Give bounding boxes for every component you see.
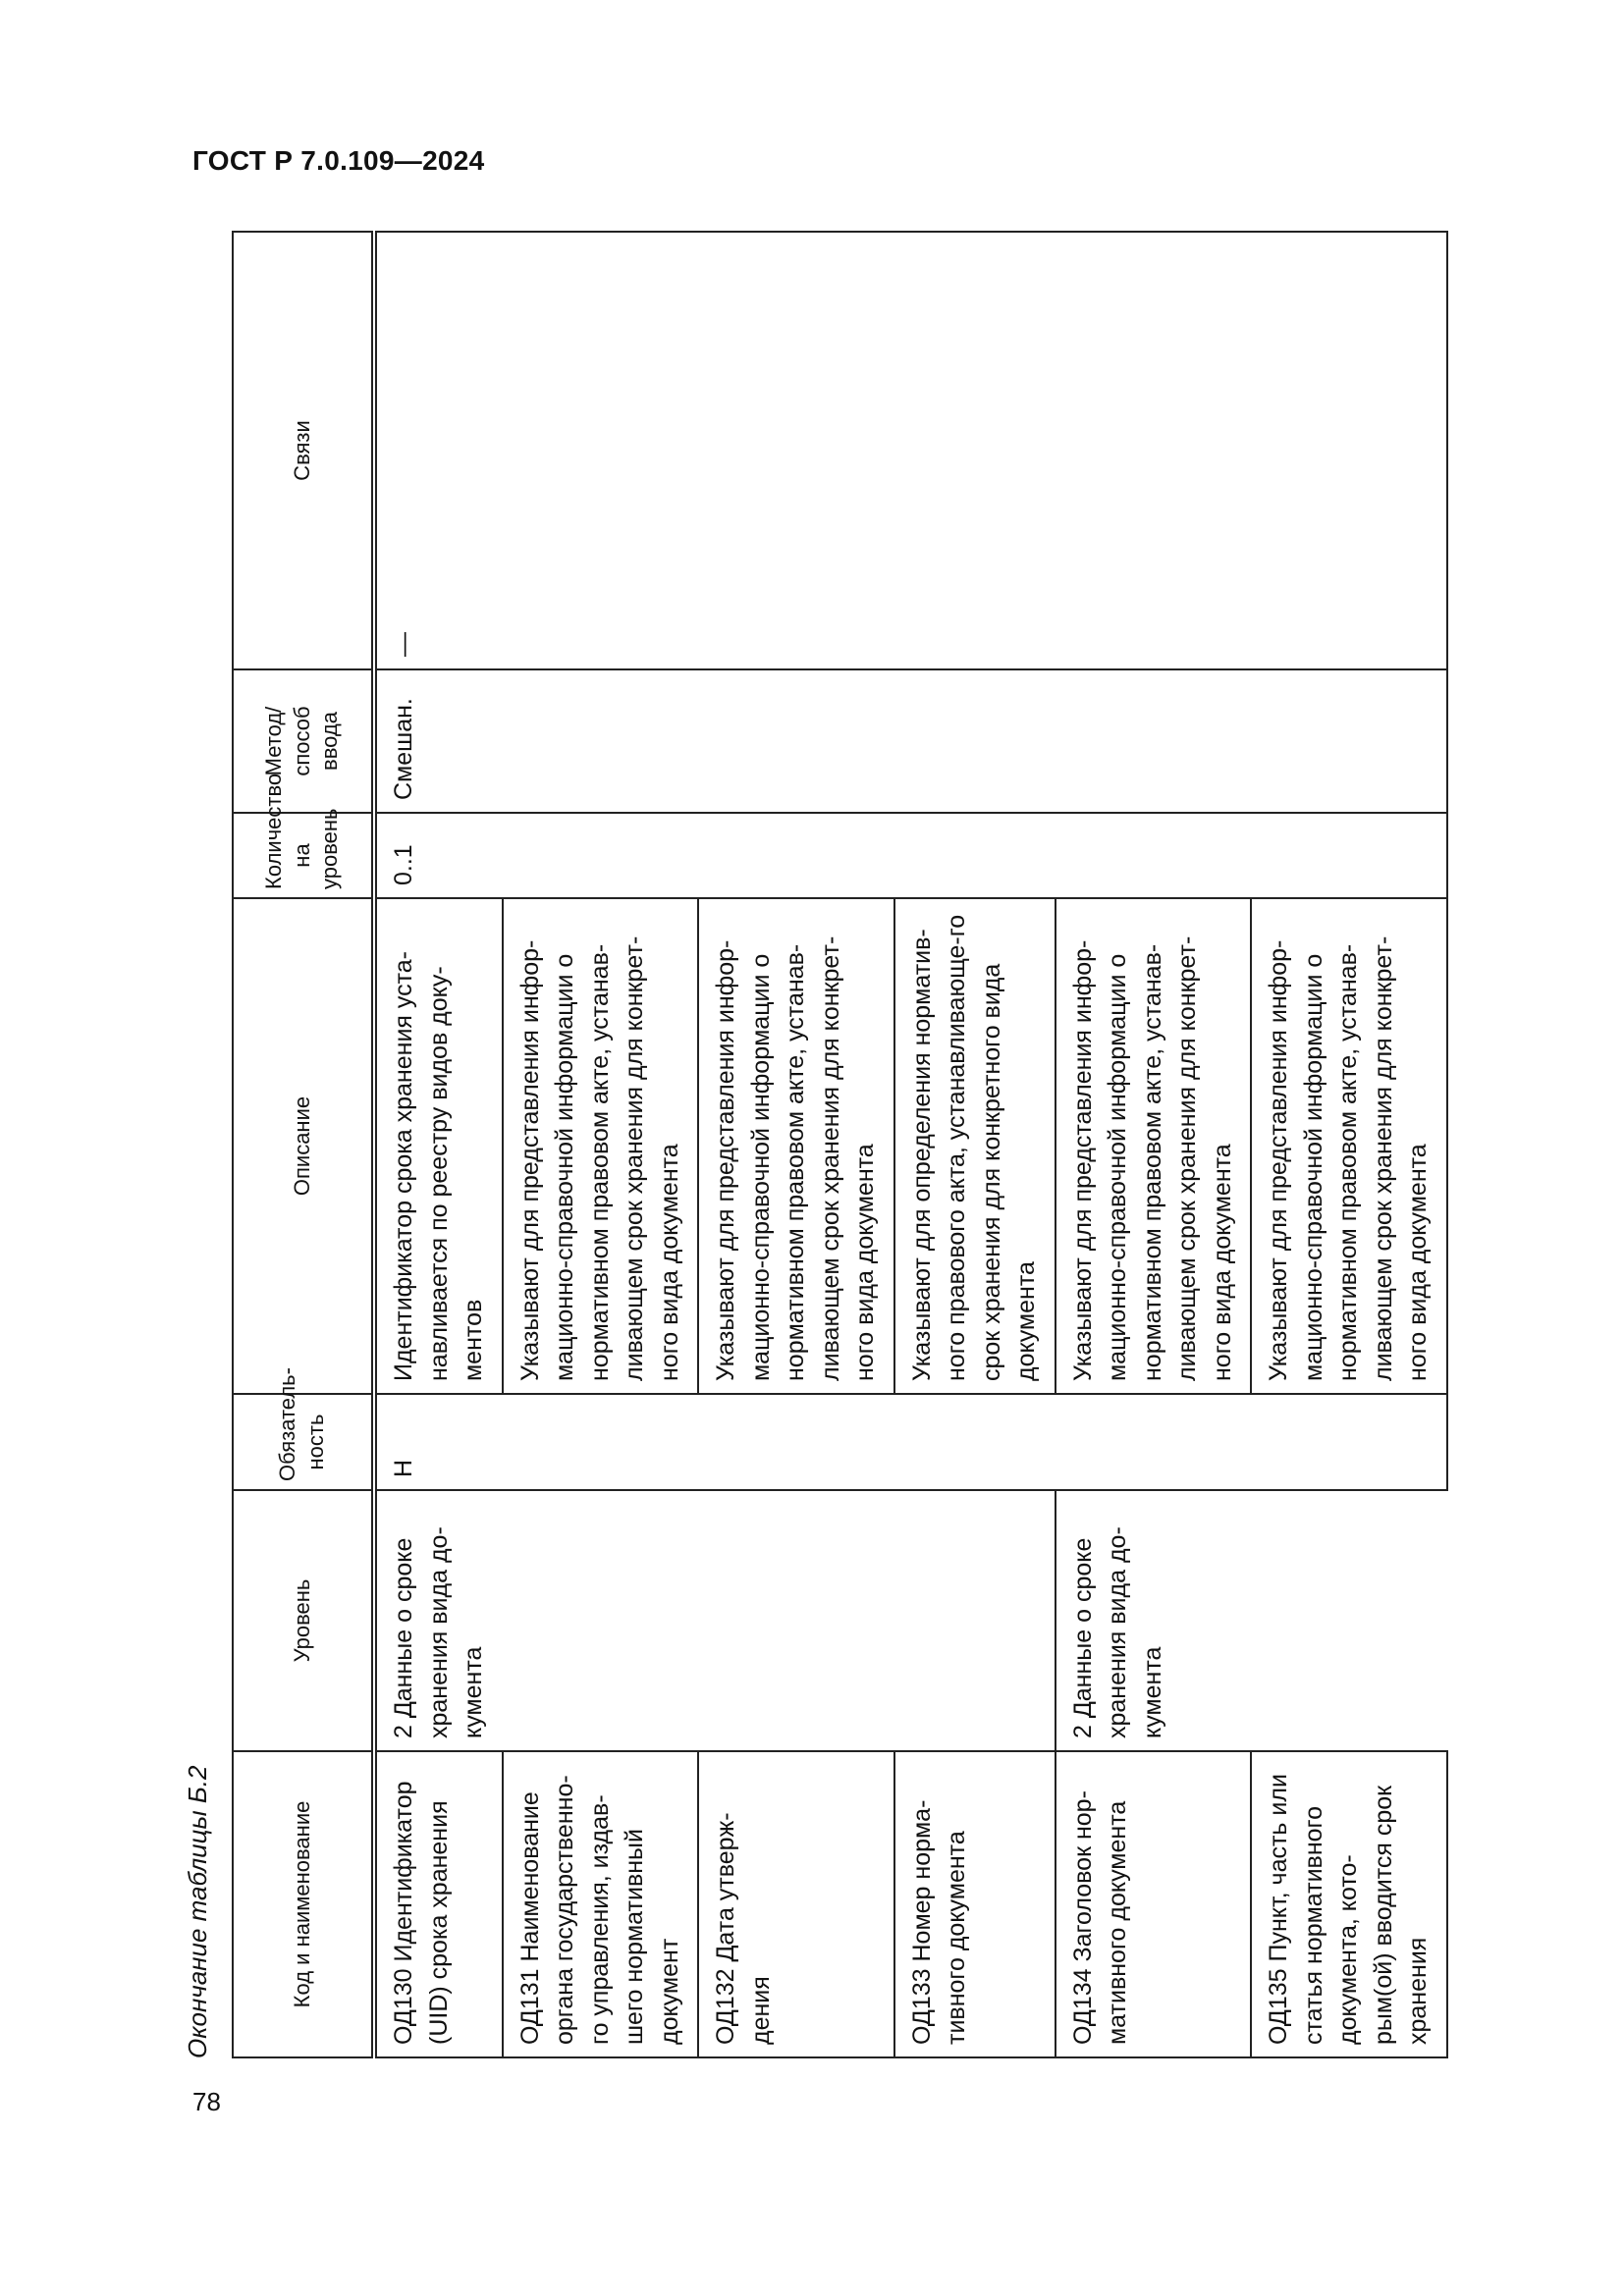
cell-mandatory — [894, 1394, 1056, 1490]
table-caption: Окончание таблицы Б.2 — [183, 1765, 212, 2058]
cell-code: ОД135 Пункт, часть или статья нормативного документа, кото-рым(ой) вводится срок хранения — [1251, 1751, 1447, 2057]
cell-links — [1251, 232, 1447, 669]
cell-count — [1251, 813, 1447, 898]
cell-description: Указывают для представления инфор-мационно-справочной информации о нормативном правовом акте, устанав-ливающем срок хранения для конкрет-ного вида документа — [503, 898, 699, 1394]
cell-links — [894, 232, 1056, 669]
col-header-description: Описание — [233, 898, 374, 1394]
table-row — [894, 232, 1056, 2057]
cell-count — [1056, 813, 1252, 898]
cell-method — [503, 669, 699, 813]
cell-mandatory — [503, 1394, 699, 1490]
table-header-row — [233, 232, 374, 2057]
cell-method — [894, 669, 1056, 813]
cell-code: ОД134 Заголовок нор-мативного документа — [1056, 1751, 1252, 2057]
cell-mandatory: Н — [374, 1394, 503, 1490]
cell-mandatory — [1251, 1394, 1447, 1490]
table-row — [503, 232, 699, 2057]
table-row — [374, 232, 503, 2057]
cell-count — [698, 813, 894, 898]
cell-description: Указывают для представления инфор-мационно-справочной информации о нормативном правовом акте, устанав-ливающем срок хранения для конкрет-ного вида документа — [698, 898, 894, 1394]
page-number: 78 — [192, 2087, 221, 2116]
document-id: ГОСТ Р 7.0.109—2024 — [192, 145, 485, 176]
cell-links — [503, 232, 699, 669]
col-header-level: Уровень — [233, 1490, 374, 1751]
cell-code: ОД130 Идентификатор (UID) срока хранения — [374, 1751, 503, 2057]
col-header-count: Количество на уровень — [233, 813, 374, 898]
cell-description: Указывают для представления инфор-мационно-справочной информации о нормативном правовом акте, устанав-ливающем срок хранения для конкрет-ного вида документа — [1056, 898, 1252, 1394]
cell-links: — — [374, 232, 503, 669]
requirements-table — [232, 231, 1448, 2058]
cell-description: Указывают для представления инфор-мационно-справочной информации о нормативном правовом акте, устанав-ливающем срок хранения для конкрет-ного вида документа — [1251, 898, 1447, 1394]
cell-method: Смешан. — [374, 669, 503, 813]
cell-level: 2 Данные о сроке хранения вида до-кумента — [1056, 1490, 1447, 1751]
cell-code: ОД131 Наименование органа государственно-го управления, издав-шего нормативный документ — [503, 1751, 699, 2057]
cell-links — [698, 232, 894, 669]
cell-code: ОД132 Дата утверж-дения — [698, 1751, 894, 2057]
rotated-table-container — [183, 233, 1432, 2058]
table-row — [698, 232, 894, 2057]
cell-method — [1056, 669, 1252, 813]
col-header-method: Метод/ способ ввода — [233, 669, 374, 813]
col-header-mandatory: Обязатель-ность — [233, 1394, 374, 1490]
cell-mandatory — [698, 1394, 894, 1490]
cell-description: Указывают для определения норматив-ного правового акта, устанавливающе-го срок хранения для конкретного вида документа — [894, 898, 1056, 1394]
cell-count — [894, 813, 1056, 898]
cell-method — [698, 669, 894, 813]
table-row — [1056, 232, 1252, 2057]
col-header-code: Код и наименование — [233, 1751, 374, 2057]
col-header-links: Связи — [233, 232, 374, 669]
table-row — [1251, 232, 1447, 2057]
cell-description: Идентификатор срока хранения уста-навливается по реестру видов доку-ментов — [374, 898, 503, 1394]
cell-count: 0..1 — [374, 813, 503, 898]
cell-links — [1056, 232, 1252, 669]
cell-code: ОД133 Номер норма-тивного документа — [894, 1751, 1056, 2057]
cell-method — [1251, 669, 1447, 813]
cell-level: 2 Данные о сроке хранения вида до-кумента — [374, 1490, 1056, 1751]
cell-count — [503, 813, 699, 898]
cell-mandatory — [1056, 1394, 1252, 1490]
